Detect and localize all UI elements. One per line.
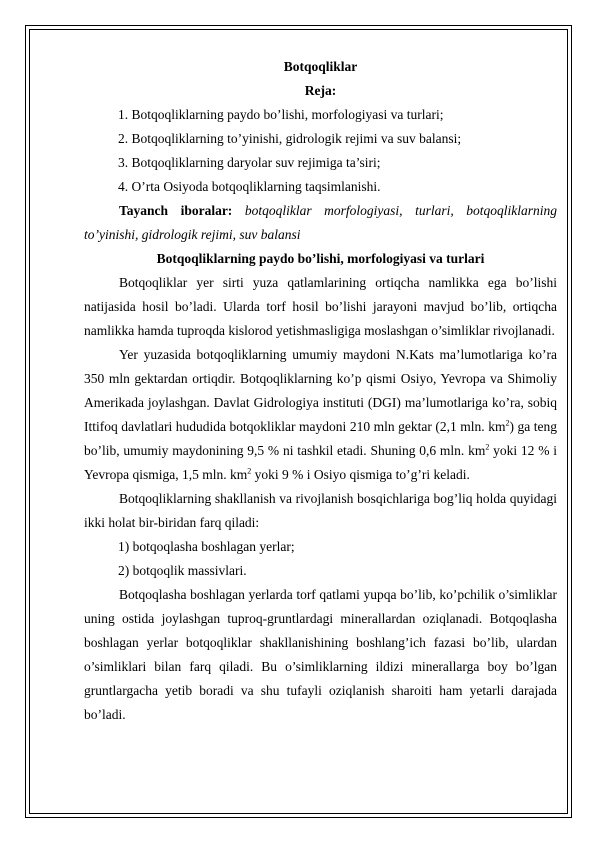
plan-heading: Reja: bbox=[304, 83, 337, 98]
paragraph-area-text: Yer yuzasida botqoqliklarning umumiy maydoni N.Kats ma’lumotlariga ko’ra 350 mln gektardan ortiqdir. Botqoqliklarning ko’p qismi Osiyo, Yevropa va Shimoliy Amerikada joylashgan. Davlat Gidrologiya instituti (DGI) ma’lumotlariga ko’ra, sobiq Ittifoq davlatlari hududida botqokliklar maydoni 210 mln gektar (2,1 mln. km bbox=[84, 347, 557, 434]
paragraph-area-text: yoki 9 % i Osiyo qismiga to’g’ri keladi. bbox=[251, 467, 470, 482]
superscript: 2 bbox=[247, 466, 252, 476]
keywords-text: botqoqliklar morfologiyasi, turlari, botqoqliklarning to’yinishi, gidrologik rejimi, suv balansi bbox=[84, 203, 557, 242]
plan-item: 3. Botqoqliklarning daryolar suv rejimiga ta’siri; bbox=[118, 155, 381, 170]
document-body bbox=[84, 55, 557, 727]
plan-item: 1. Botqoqliklarning paydo bo’lishi, morfologiyasi va turlari; bbox=[118, 107, 444, 122]
superscript: 2 bbox=[505, 418, 510, 428]
paragraph-early-stage: Botqoqlasha boshlagan yerlarda torf qatlami yupqa bo’lib, ko’pchilik o’simliklar uning ostida joylashgan tuproq-gruntlardagi minerallardan oziqlanadi. Botqoqlasha boshlagan yerlar botqoqliklar shakllanishining boshlang’ich fazasi bo’lib, ulardan o’simliklari bilan farq qiladi. Bu o’simliklarning ildizi minerallarga boy bo’lgan gruntlargacha yetib boradi va shu tufayli oziqlanish sharoiti ham yetarli darajada bo’ladi. bbox=[84, 587, 557, 722]
paragraph-area-text: yoki 12 % i Yevropa qismiga, 1,5 mln. km bbox=[84, 443, 558, 482]
stage-item: 1) botqoqlasha boshlagan yerlar; bbox=[118, 539, 295, 554]
section-heading: Botqoqliklarning paydo bo’lishi, morfologiyasi va turlari bbox=[156, 251, 485, 266]
stage-item: 2) botqoqlik massivlari. bbox=[118, 563, 247, 578]
plan-item: 2. Botqoqliklarning to’yinishi, gidrologik rejimi va suv balansi; bbox=[118, 131, 462, 146]
paragraph-definition: Botqoqliklar yer sirti yuza qatlamlarining ortiqcha namlikka ega bo’lishi natijasida hosil bo’ladi. Ularda torf hosil bo’lishi jarayoni mavjud bo’lib, ortiqcha namlikka hamda tuproqda kislorod yetishmasligiga moslashgan o’simliklar rivojlanadi. bbox=[84, 275, 557, 338]
document-title: Botqoqliklar bbox=[283, 59, 358, 74]
keywords-paragraph bbox=[84, 199, 557, 247]
paragraph-stages: Botqoqliklarning shakllanish va rivojlanish bosqichlariga bog’liq holda quyidagi ikki holat bir-biridan farq qiladi: bbox=[84, 491, 557, 530]
plan-list bbox=[84, 103, 557, 199]
paragraph-area-text: ) ga teng bo’lib, umumiy maydonining 9,5 % ni tashkil etadi. Shuning 0,6 mln. km bbox=[84, 419, 557, 458]
stage-list bbox=[84, 535, 557, 583]
paragraph-area bbox=[84, 343, 557, 487]
superscript: 2 bbox=[485, 442, 490, 452]
keywords-label: Tayanch iboralar: bbox=[119, 203, 233, 218]
plan-item: 4. O’rta Osiyoda botqoqliklarning taqsimlanishi. bbox=[118, 179, 381, 194]
